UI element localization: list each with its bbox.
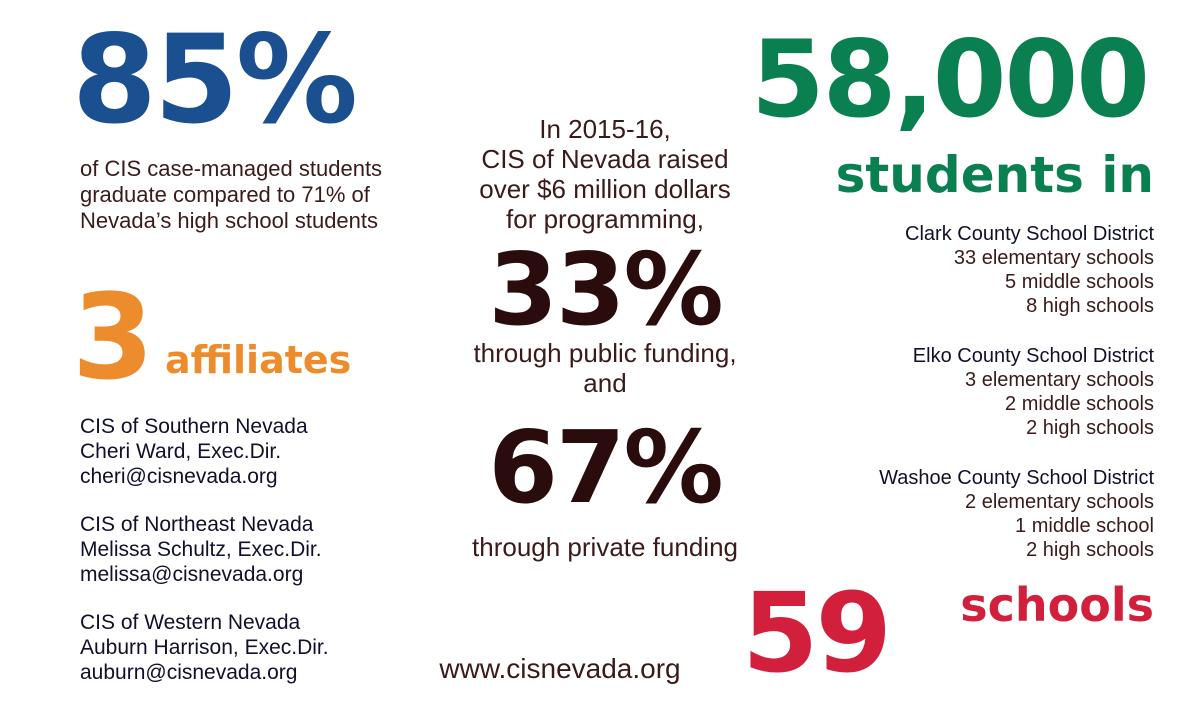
district-line: 2 high schools (1026, 417, 1154, 439)
graduation-line: of CIS case-managed students (80, 156, 383, 181)
district-line: 3 elementary schools (965, 369, 1154, 391)
affiliate-email[interactable]: cheri@cisnevada.org (80, 465, 278, 488)
district-line: 8 high schools (1026, 295, 1154, 317)
district-name: Elko County School District (912, 345, 1154, 367)
affiliate-email[interactable]: auburn@cisnevada.org (80, 661, 298, 684)
private-funding-text: through private funding (472, 532, 738, 562)
affiliates-count: 3 (72, 268, 155, 406)
affiliate-western (80, 610, 400, 685)
website-link[interactable]: www.cisnevada.org (439, 653, 681, 684)
affiliate-director: Cheri Ward, Exec.Dir. (80, 440, 282, 463)
affiliate-name: CIS of Western Nevada (80, 611, 301, 634)
district-name: Clark County School District (905, 223, 1154, 245)
graduation-line: Nevada’s high school students (80, 208, 379, 233)
graduation-line: graduate compared to 71% of (80, 182, 370, 207)
schools-count: 59 (742, 569, 890, 697)
students-label: students in (835, 146, 1154, 204)
public-funding-line: and (583, 368, 627, 398)
graduation-description (80, 156, 430, 234)
public-funding-percent: 33% (488, 231, 722, 348)
private-funding-percent: 67% (488, 409, 722, 526)
district-line: 33 elementary schools (953, 247, 1154, 269)
funding-intro (430, 114, 780, 234)
public-funding-text (430, 338, 780, 398)
district-name: Washoe County School District (879, 467, 1154, 489)
graduation-rate-number: 85% (72, 9, 356, 151)
affiliate-southern (80, 414, 400, 489)
students-count: 58,000 (750, 18, 1148, 141)
district-line: 1 middle school (1015, 515, 1154, 537)
funding-intro-line: CIS of Nevada raised (481, 144, 729, 174)
district-line: 2 middle schools (1005, 393, 1154, 415)
schools-label: schools (960, 578, 1154, 632)
affiliate-name: CIS of Northeast Nevada (80, 513, 314, 536)
district-washoe (774, 466, 1154, 562)
district-line: 2 high schools (1026, 539, 1154, 561)
district-elko (774, 344, 1154, 440)
funding-intro-line: for programming, (506, 204, 704, 234)
district-line: 2 elementary schools (965, 491, 1154, 513)
affiliates-label: affiliates (165, 338, 352, 382)
district-line: 5 middle schools (1005, 271, 1154, 293)
affiliate-northeast (80, 512, 400, 587)
affiliate-name: CIS of Southern Nevada (80, 415, 308, 438)
affiliate-director: Melissa Schultz, Exec.Dir. (80, 538, 322, 561)
affiliate-director: Auburn Harrison, Exec.Dir. (80, 636, 329, 659)
funding-intro-line: In 2015-16, (539, 114, 671, 144)
district-clark (774, 222, 1154, 318)
affiliate-email[interactable]: melissa@cisnevada.org (80, 563, 304, 586)
public-funding-line: through public funding, (473, 338, 737, 368)
funding-intro-line: over $6 million dollars (479, 174, 731, 204)
